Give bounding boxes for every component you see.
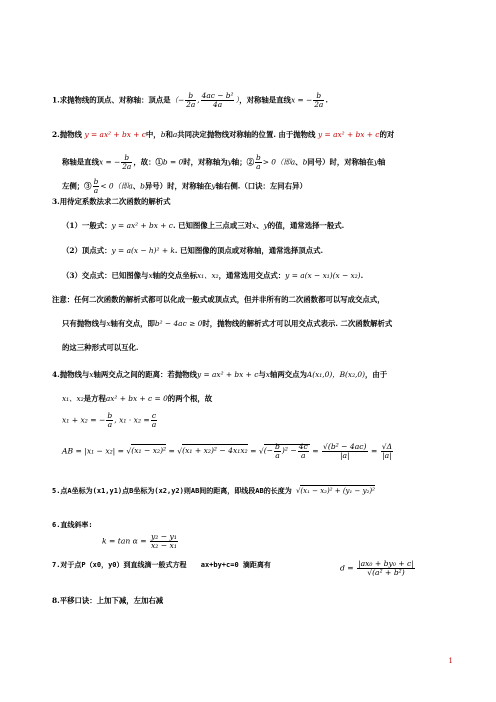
radicand bbox=[263, 442, 310, 460]
roots: x₁、x₂ bbox=[196, 271, 219, 280]
text: （1）一般式： bbox=[62, 221, 112, 230]
text: 左侧；③ bbox=[62, 181, 92, 191]
discriminant-condition: b² − 4ac ≥ 0 bbox=[154, 319, 203, 328]
fraction-denominator: 2a bbox=[122, 161, 132, 171]
equals: = bbox=[370, 446, 378, 456]
ratio-fraction bbox=[255, 154, 262, 171]
text: 与 bbox=[258, 370, 266, 379]
fraction bbox=[151, 412, 158, 429]
text: 只有抛物线与 bbox=[62, 319, 107, 328]
text: 时，对称轴为 bbox=[183, 157, 228, 167]
text: ，故：① bbox=[133, 157, 163, 167]
fraction-denominator: a bbox=[107, 419, 113, 429]
fraction-numerator: b bbox=[188, 91, 194, 100]
text: （2）顶点式： bbox=[62, 246, 112, 255]
fraction-numerator: b bbox=[93, 177, 99, 186]
fraction bbox=[381, 443, 393, 460]
fraction-denominator: 2a bbox=[186, 99, 196, 109]
fraction-denominator: a bbox=[151, 419, 157, 429]
slope-formula bbox=[102, 533, 179, 550]
condition: < 0（即 bbox=[100, 181, 129, 191]
text: 滴距离有 bbox=[242, 561, 271, 569]
var-y: y bbox=[373, 157, 379, 167]
section5-line bbox=[52, 488, 375, 495]
condition: b = 0 bbox=[162, 157, 184, 167]
parabola-formula: y = ax² + bx + c bbox=[196, 370, 259, 379]
equals: = bbox=[312, 446, 319, 456]
var-b: b bbox=[140, 181, 145, 191]
point-line-distance-formula bbox=[340, 560, 416, 577]
fraction bbox=[322, 443, 367, 460]
fraction-denominator: a bbox=[275, 450, 280, 460]
axis-formula: x = − bbox=[98, 157, 121, 167]
general-form-formula: y = ax² + bx + c bbox=[111, 221, 173, 230]
radical-sign: √ bbox=[295, 487, 301, 495]
quadratic-equation: ax² + bx + c = 0 bbox=[105, 394, 168, 403]
var-a: a bbox=[172, 130, 178, 139]
text: 的值，通常选择一般式. bbox=[267, 221, 345, 230]
fraction-denominator: a bbox=[298, 451, 309, 460]
distance-fraction bbox=[357, 560, 415, 577]
text: 轴 bbox=[378, 157, 386, 167]
axis-formula: x = − bbox=[290, 95, 313, 105]
var-a: a bbox=[128, 181, 133, 191]
radicand: (x₁ + x₂)² − 4x₁x₂ bbox=[182, 446, 248, 456]
var-a: a bbox=[290, 157, 296, 167]
var-y: y bbox=[211, 181, 216, 191]
fraction-numerator: b bbox=[124, 153, 130, 162]
var-b: b bbox=[160, 130, 166, 139]
slope-fraction bbox=[150, 533, 178, 550]
var-x: x bbox=[106, 319, 111, 328]
ratio-fraction bbox=[93, 178, 100, 195]
text: 和 bbox=[165, 130, 173, 139]
text: 5.点A坐标为(x1,y1)点B坐标为(x2,y2)则AB间的距离，即线段AB的长度为 bbox=[52, 487, 292, 495]
fraction-numerator: c bbox=[151, 411, 157, 420]
fraction bbox=[298, 443, 309, 460]
distance-label: d = bbox=[340, 563, 354, 573]
section2-line3 bbox=[62, 178, 307, 195]
intersection-points: A(x₁,0)，B(x₂,0) bbox=[306, 370, 365, 379]
text: 2.抛物线 bbox=[52, 130, 82, 139]
equals: = bbox=[250, 446, 257, 456]
vertex-x-fraction bbox=[185, 92, 196, 109]
fraction-denominator: a bbox=[256, 161, 261, 171]
intercept-form-line bbox=[62, 272, 363, 279]
line-equation: ax+by+c=0 bbox=[200, 561, 239, 569]
fraction-denominator: |a| bbox=[322, 451, 367, 460]
equals: = bbox=[168, 446, 175, 456]
section2-line2 bbox=[62, 154, 385, 171]
note-line1: 注意：任何二次函数的解析式都可以化成一般式或顶点式，但并非所有的二次函数都可以写成交点式， bbox=[52, 295, 385, 304]
fraction-numerator: 4ac − b² bbox=[201, 91, 234, 100]
fraction-numerator: b bbox=[255, 153, 261, 162]
section4-line2 bbox=[62, 395, 212, 402]
text: 称轴是直线 bbox=[62, 157, 99, 167]
text: 轴两交点之间的距离：若抛物线 bbox=[93, 370, 197, 379]
text: 、 bbox=[132, 181, 141, 191]
text: 的两个根，故 bbox=[167, 394, 213, 403]
slope-label: k = tan α = bbox=[102, 536, 147, 546]
fraction-numerator: b bbox=[316, 91, 322, 100]
var-y: y bbox=[227, 157, 232, 167]
fraction-numerator: b bbox=[107, 411, 113, 420]
fraction-denominator: x₂ − x₁ bbox=[151, 540, 177, 550]
axis-fraction bbox=[313, 92, 324, 109]
text: 轴有交点，即 bbox=[110, 319, 155, 328]
text: ，由于 bbox=[364, 370, 388, 379]
axis-fraction bbox=[121, 154, 132, 171]
section4-line1 bbox=[52, 371, 387, 378]
fraction-denominator: a bbox=[93, 185, 99, 195]
axis-label: ，对称轴是直线 bbox=[239, 95, 291, 105]
parabola-formula: y = ax² + bx + c bbox=[84, 130, 146, 139]
text: 轴的交点坐标 bbox=[152, 271, 197, 280]
formula-part: AB = |x₁ − x₂| = bbox=[62, 446, 124, 456]
vertex-y-fraction bbox=[201, 92, 235, 109]
formula-part: (− bbox=[263, 446, 274, 456]
fraction-denominator: 4a bbox=[201, 100, 235, 109]
section7-line bbox=[52, 562, 271, 569]
text: 轴两交点为 bbox=[269, 370, 307, 379]
section6-heading: 6.直线斜率: bbox=[52, 521, 93, 529]
text: 、 bbox=[256, 221, 264, 230]
text: 时，抛物线的解析式才可以用交点式表示. 二次函数解析式 bbox=[202, 319, 393, 328]
vertex-open: （− bbox=[170, 95, 185, 105]
fraction-denominator: |a| bbox=[382, 450, 392, 460]
fraction-numerator: |ax₀ + by₀ + c| bbox=[358, 559, 414, 568]
intercept-form-formula: y = a(x − x₁)(x − x₂) bbox=[285, 271, 361, 280]
text: 异号）时，对称轴在 bbox=[144, 181, 212, 191]
radicand: (x₁ − x₂)² bbox=[131, 446, 167, 456]
text: （3）交点式：已知图像与 bbox=[62, 271, 149, 280]
text: 的对 bbox=[379, 130, 395, 139]
var-x: x bbox=[89, 370, 94, 379]
condition: > 0（即 bbox=[262, 157, 291, 167]
section8-line: 8.平移口诀：上加下减，左加右减 bbox=[52, 596, 164, 605]
text: 轴；② bbox=[231, 157, 254, 167]
text: 中， bbox=[145, 130, 161, 139]
text: 、 bbox=[295, 157, 303, 167]
text: 是方程 bbox=[83, 394, 106, 403]
product-of-roots: , x₁ · x₂ = bbox=[114, 415, 150, 425]
fraction bbox=[274, 443, 281, 460]
var-x: x bbox=[252, 221, 257, 230]
distance-ab-formula: AB = |x₁ − x₂| = √(x₁ − x₂)² = √(x₁ + x₂)² − 4x₁x₂ = √(− $\frac{b}{a}$ )² − $\frac{4c}{a}$ = $\frac{\text{√(b² − 4ac)}}{|a|}$ = $\frac{√\Delta}{|a|}$ bbox=[62, 442, 393, 460]
text: 7.对于点P（x0，y0）到直线滴一般式方程 bbox=[52, 561, 187, 569]
text: ，通常选用交点式： bbox=[218, 271, 286, 280]
comma: , bbox=[197, 95, 200, 105]
text: . 已知图像上三点或三对 bbox=[172, 221, 252, 230]
fraction-numerator: 4c bbox=[298, 442, 308, 451]
vieta-formula bbox=[62, 412, 158, 429]
sum-of-roots: x₁ + x₂ = − bbox=[62, 415, 106, 425]
text: 轴右侧.（口诀：左同右异） bbox=[215, 181, 307, 191]
text: 4.抛物线与 bbox=[52, 370, 90, 379]
distance-radicand: (x₁ − x₂)² + (y₁ − y₂)² bbox=[300, 487, 375, 495]
fraction-denominator: 2a bbox=[314, 99, 324, 109]
section3-heading: 3.用待定系数法求二次函数的解析式 bbox=[52, 197, 171, 206]
text: 共同决定抛物线对称轴的位置. 由于抛物线 bbox=[177, 130, 316, 139]
var-x: x bbox=[265, 370, 270, 379]
note-line2 bbox=[62, 320, 392, 327]
fraction bbox=[106, 412, 113, 429]
note-line3: 的这三种形式可以互化. bbox=[62, 343, 139, 352]
fraction-numerator: √Δ bbox=[381, 442, 393, 451]
vertex-close: ） bbox=[235, 95, 240, 105]
parabola-formula: y = ax² + bx + c bbox=[318, 130, 380, 139]
fraction-denominator: √(a² + b²) bbox=[357, 568, 415, 577]
var-x: x bbox=[148, 271, 153, 280]
vertex-form-formula: y = a(x − h)² + k bbox=[111, 246, 175, 255]
roots: x₁、x₂ bbox=[62, 394, 84, 403]
section2-line1 bbox=[52, 131, 394, 138]
fraction-numerator: b bbox=[275, 442, 280, 451]
page-number: 1 bbox=[448, 657, 453, 665]
vertex-form-line bbox=[62, 247, 323, 254]
vertex-axis-line: 1.求抛物线的顶点、对称轴：顶点是（− $\frac{b}{2a}$ , $\frac{\text{4ac − b²}}{4a}$ ），对称轴是直线x = − $\frac{b}{2a}$ . bbox=[52, 91, 328, 109]
var-b: b bbox=[302, 157, 308, 167]
fraction-numerator: √(b² − 4ac) bbox=[323, 442, 367, 451]
vertex-label: 1.求抛物线的顶点、对称轴：顶点是 bbox=[52, 95, 171, 105]
general-form-line bbox=[62, 222, 344, 229]
text: 同号）时，对称轴在 bbox=[307, 157, 374, 167]
text: . 已知图像的顶点或对称轴，通常选择顶点式. bbox=[174, 246, 324, 255]
var-y: y bbox=[263, 221, 268, 230]
text: . bbox=[360, 271, 364, 280]
formula-part: )² − bbox=[281, 446, 297, 456]
fraction-numerator: y₂ − y₁ bbox=[151, 532, 177, 541]
